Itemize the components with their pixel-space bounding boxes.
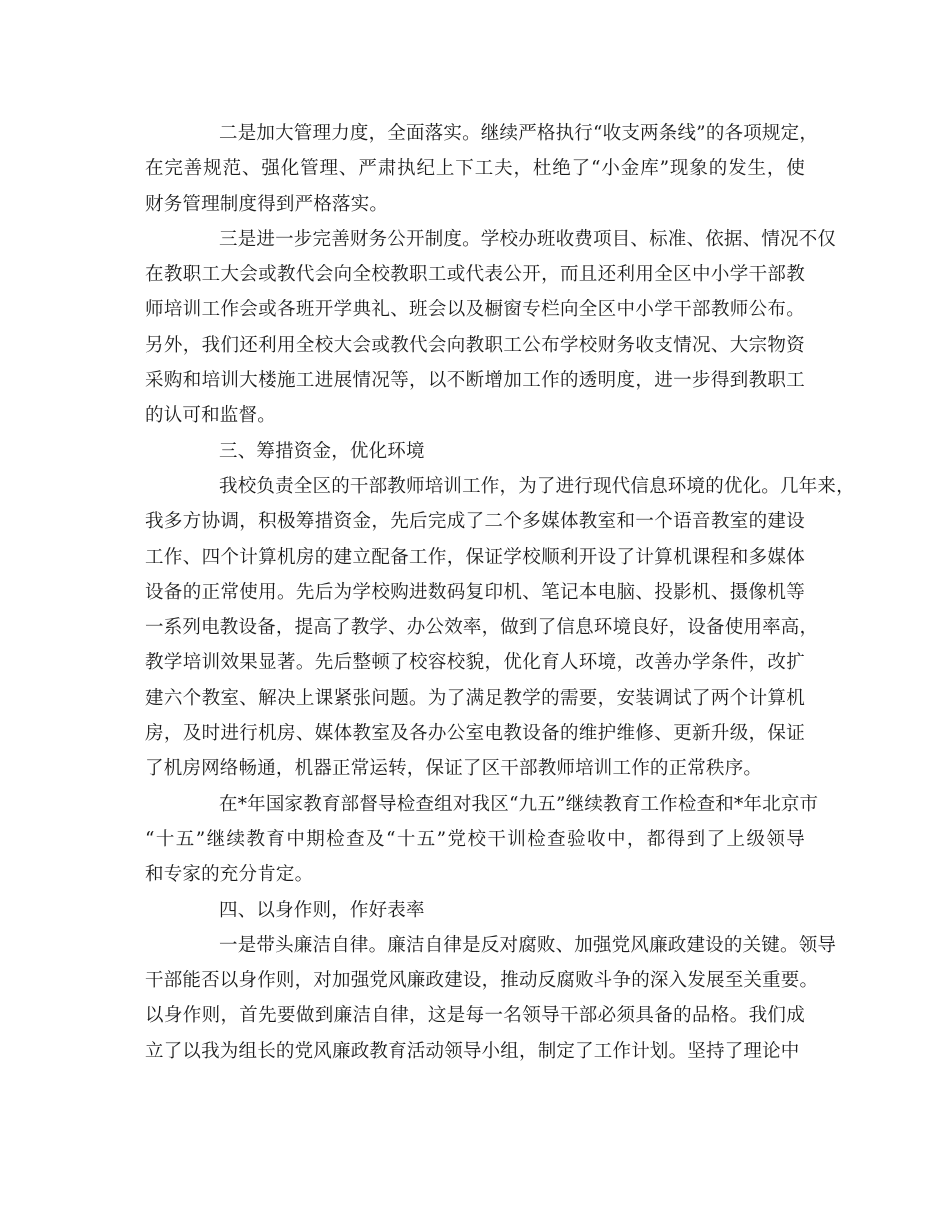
body-paragraph — [145, 116, 819, 222]
text-line: 建六个教室、解决上课紧张问题。为了满足教学的需要，安装调试了两个计算机 — [145, 687, 805, 709]
text-line: 一是带头廉洁自律。廉洁自律是反对腐败、加强党风廉政建设的关键。领导 — [219, 934, 837, 956]
text-line: 立了以我为组长的党风廉政教育活动领导小组，制定了工作计划。坚持了理论中 — [145, 1040, 800, 1062]
text-line: 三、筹措资金，优化环境 — [219, 440, 425, 462]
text-line: 工作、四个计算机房的建立配备工作，保证学校顺利开设了计算机课程和多媒体 — [145, 546, 805, 568]
text-line: 在教职工大会或教代会向全校教职工或代表公开，而且还利用全区中小学干部教 — [145, 264, 805, 286]
text-line: 师培训工作会或各班开学典礼、班会以及橱窗专栏向全区中小学干部教师公布。 — [145, 299, 805, 321]
text-line: 四、以身作则，作好表率 — [219, 899, 425, 921]
text-line: 二是加大管理力度，全面落实。继续严格执行“收支两条线”的各项规定， — [219, 123, 819, 144]
text-line: 干部能否以身作则，对加强党风廉政建设，推动反腐败斗争的深入发展至关重要。 — [145, 970, 819, 992]
body-paragraph — [145, 928, 837, 1069]
text-line: 财务管理制度得到严格落实。 — [145, 193, 389, 215]
body-paragraph — [145, 787, 819, 893]
text-line: 的认可和监督。 — [145, 405, 276, 427]
text-line: 以身作则，首先要做到廉洁自律，这是每一名领导干部必须具备的品格。我们成 — [145, 1005, 805, 1027]
text-line: 在完善规范、强化管理、严肃执纪上下工夫，杜绝了“小金库”现象的发生，使 — [145, 158, 805, 180]
body-paragraph — [145, 469, 855, 787]
text-line: 在*年国家教育部督导检查组对我区“九五”继续教育工作检查和*年北京市 — [219, 793, 819, 815]
text-line: 和专家的充分肯定。 — [145, 864, 314, 886]
text-line: 三是进一步完善财务公开制度。学校办班收费项目、标准、依据、情况不仅 — [219, 228, 837, 250]
document-body — [145, 116, 855, 1069]
text-line: 采购和培训大楼施工进展情况等，以不断增加工作的透明度，进一步得到教职工 — [145, 370, 805, 392]
text-line: “十五”继续教育中期检查及“十五”党校干训检查验收中，都得到了上级领导 — [145, 828, 805, 850]
body-paragraph — [145, 222, 837, 434]
text-line: 房，及时进行机房、媒体教室及各办公室电教设备的维护维修、更新升级，保证 — [145, 723, 805, 745]
text-line: 一系列电教设备，提高了教学、办公效率，做到了信息环境良好，设备使用率高， — [145, 617, 819, 639]
text-line: 了机房网络畅通，机器正常运转，保证了区干部教师培训工作的正常秩序。 — [145, 758, 763, 780]
text-line: 我校负责全区的干部教师培训工作，为了进行现代信息环境的优化。几年来， — [219, 475, 855, 497]
section-heading — [145, 434, 805, 469]
text-line: 另外，我们还利用全校大会或教代会向教职工公布学校财务收支情况、大宗物资 — [145, 334, 805, 356]
text-line: 教学培训效果显著。先后整顿了校容校貌，优化育人环境，改善办学条件，改扩 — [145, 652, 805, 674]
section-heading — [145, 893, 805, 928]
text-line: 我多方协调，积极筹措资金，先后完成了二个多媒体教室和一个语音教室的建设 — [145, 511, 805, 533]
text-line: 设备的正常使用。先后为学校购进数码复印机、笔记本电脑、投影机、摄像机等 — [145, 581, 805, 603]
